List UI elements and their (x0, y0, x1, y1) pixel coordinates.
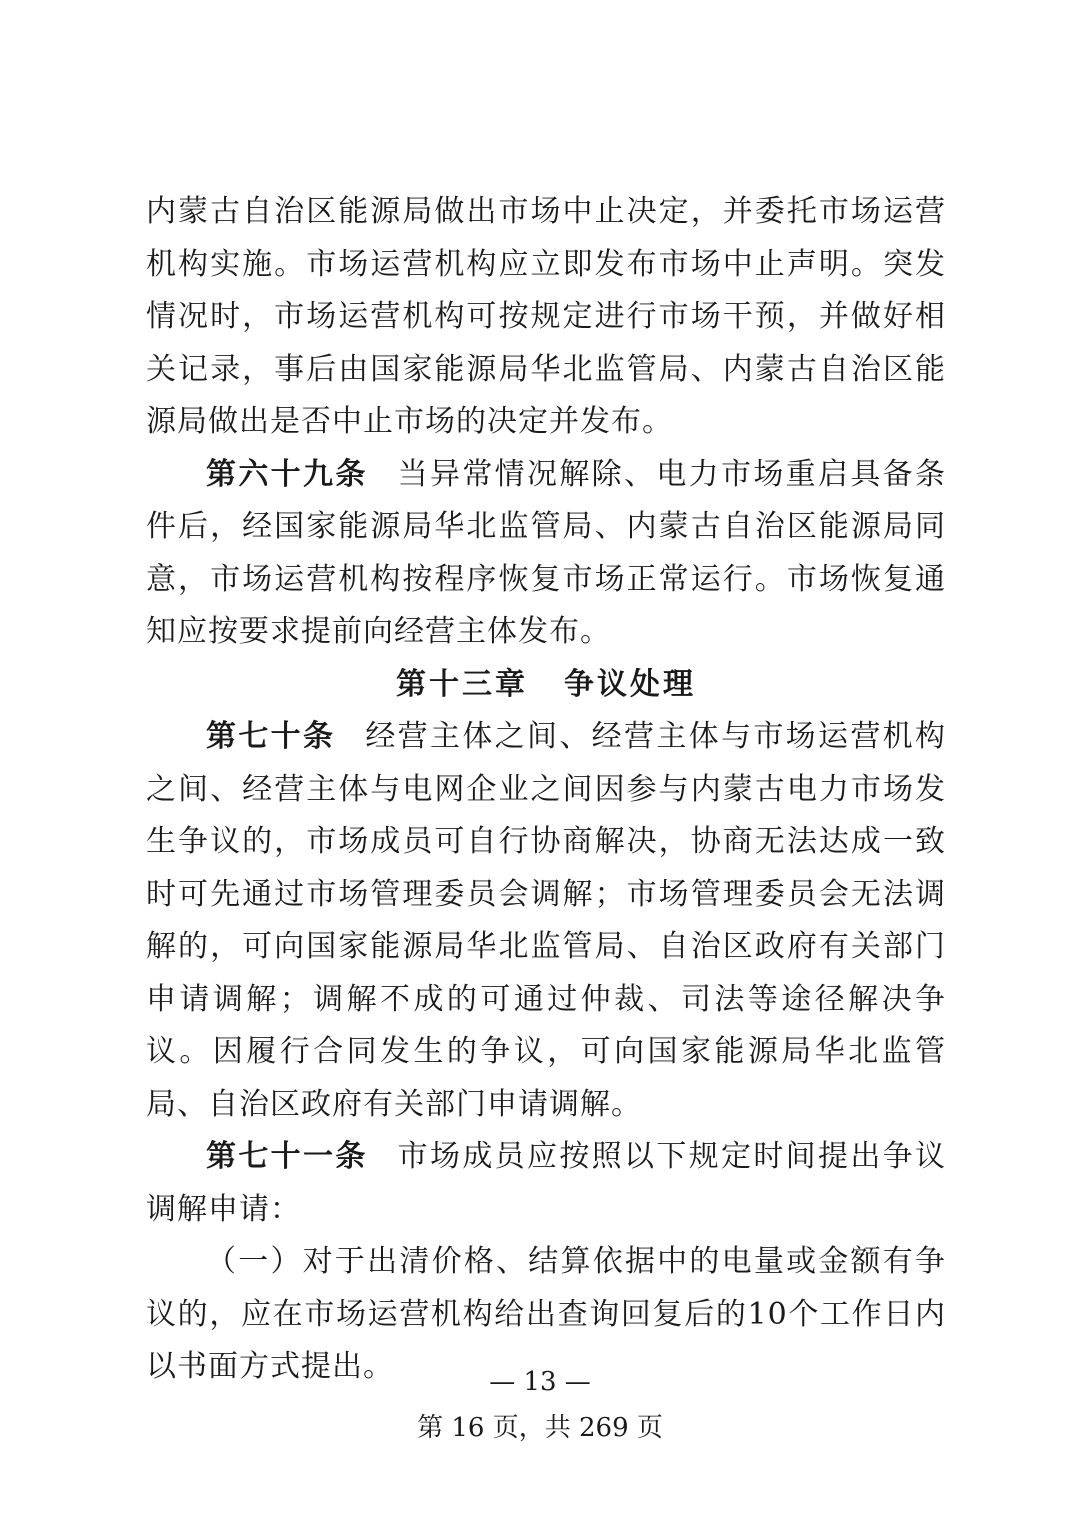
article-69 (146, 449, 946, 659)
article-text: 市场成员应按照以下规定时间提出争议调解申请： (146, 1139, 947, 1227)
article-label: 第七十一条 (206, 1139, 368, 1174)
article-70 (146, 711, 946, 1131)
article-text: 当异常情况解除、电力市场重启具备条件后，经国家能源局华北监管局、内蒙古自治区能源局同意，市场运营机构按程序恢复市场正常运行。市场恢复通知应按要求提前向经营主体发布。 (146, 456, 947, 649)
page-count-footer: 第 16 页，共 269 页 (417, 1413, 663, 1443)
article-71 (146, 1131, 946, 1236)
list-item: （一）对于出清价格、结算依据中的电量或金额有争议的，应在市场运营机构给出查询回复后的10个工作日内以书面方式提出。 (146, 1244, 946, 1384)
article-label: 第六十九条 (206, 456, 368, 492)
page-number: — 13 — (489, 1367, 591, 1397)
article-label: 第七十条 (206, 719, 336, 754)
chapter-number: 第十三章 (396, 666, 528, 702)
article-text: 经营主体之间、经营主体与市场运营机构之间、经营主体与电网企业之间因参与内蒙古电力市场发生争议的，市场成员可自行协商解决，协商无法达成一致时可先通过市场管理委员会调解；市场管理委员会无法调解的，可向国家能源局华北监管局、自治区政府有关部门申请调解；调解不成的可通过仲裁、司法等途径解决争议。因履行合同发生的争议，可向国家能源局华北监管局、自治区政府有关部门申请调解。 (146, 719, 947, 1122)
chapter-title: 争议处理 (564, 666, 696, 702)
chapter-heading (146, 659, 946, 712)
continuation-paragraph: 内蒙古自治区能源局做出市场中止决定，并委托市场运营机构实施。市场运营机构应立即发布市场中止声明。突发情况时，市场运营机构可按规定进行市场干预，并做好相关记录，事后由国家能源局华北监管局、内蒙古自治区能源局做出是否中止市场的决定并发布。 (146, 194, 946, 439)
document-body (146, 186, 946, 1394)
